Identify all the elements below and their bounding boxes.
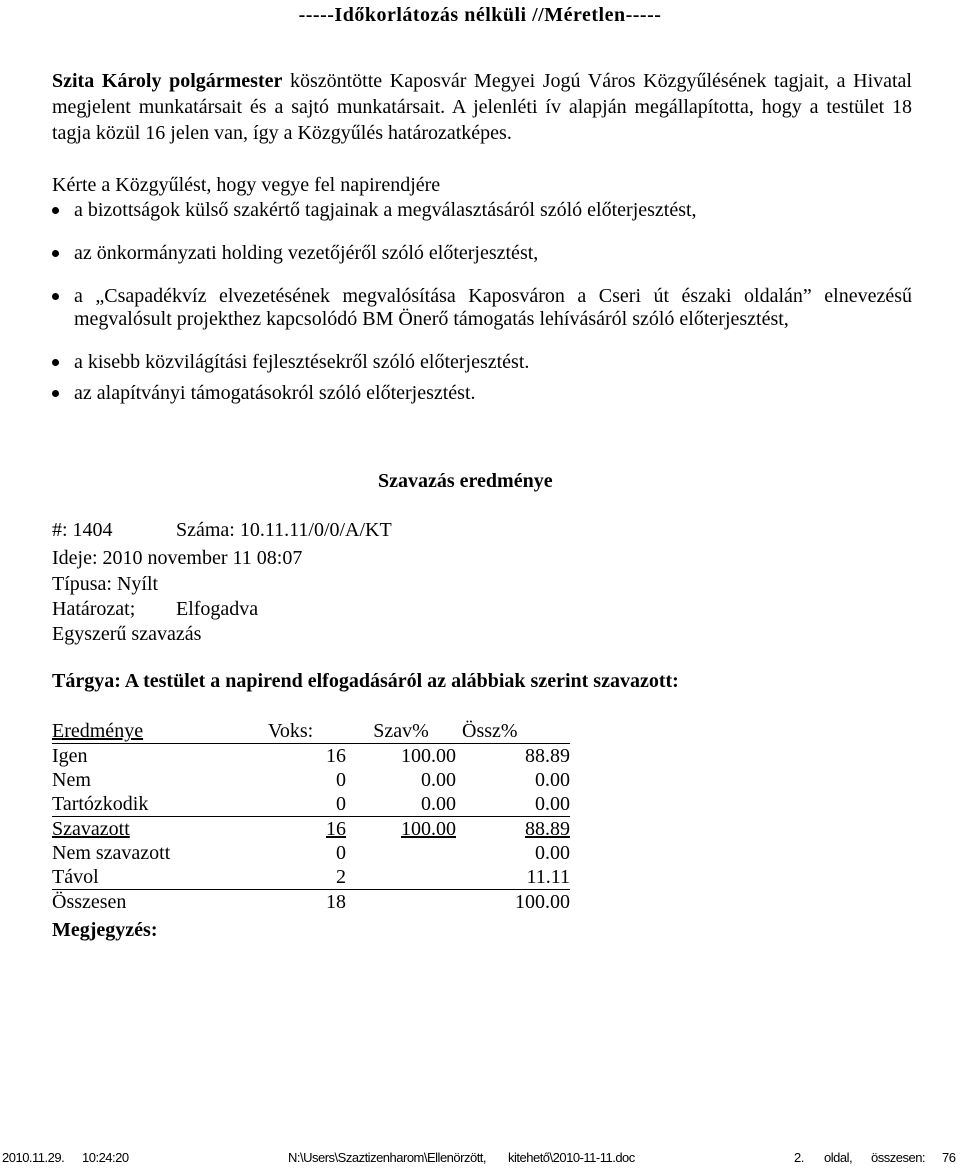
- table-row: Igen 16 100.00 88.89: [52, 745, 570, 767]
- bullet-icon: [52, 359, 59, 366]
- footer-total: 76: [942, 1150, 956, 1165]
- bullet-icon: [52, 293, 59, 300]
- agenda-item: a kisebb közvilágítási fejlesztésekről szóló előterjesztést.: [52, 351, 912, 373]
- footer-file: kitehető\2010-11-11.doc: [508, 1150, 635, 1165]
- table-row: Nem 0 0.00 0.00: [52, 769, 570, 791]
- table-row: Összesen 18 100.00: [52, 891, 570, 913]
- bullet-icon: [52, 390, 59, 397]
- table-row: Nem szavazott 0 0.00: [52, 842, 570, 864]
- vote-type: Típusa: Nyílt: [52, 573, 159, 595]
- agenda-request: Kérte a Közgyűlést, hogy vegye fel napirendjére: [52, 174, 441, 196]
- vote-number: #: 1404: [52, 519, 113, 541]
- intro-paragraph: [52, 68, 912, 146]
- column-header: Össz%: [456, 719, 570, 744]
- vote-time: Ideje: 2010 november 11 08:07: [52, 547, 303, 569]
- agenda-item: az alapítványi támogatásokról szóló előterjesztést.: [52, 382, 912, 404]
- footer-page-number: 2.: [794, 1150, 804, 1165]
- vote-heading: Szavazás eredménye: [378, 470, 553, 492]
- column-header: Eredménye: [52, 719, 268, 744]
- page-header-title: -----Időkorlátozás nélküli //Méretlen-----: [298, 4, 662, 26]
- speaker-name: Szita Károly polgármester: [52, 70, 283, 92]
- vote-mode: Egyszerű szavazás: [52, 623, 202, 645]
- vote-decision-label: Határozat;: [52, 598, 136, 620]
- column-header: Szav%: [346, 719, 456, 744]
- footer-date: 2010.11.29.: [2, 1150, 65, 1165]
- table-row: Tartózkodik 0 0.00 0.00: [52, 793, 570, 815]
- bullet-icon: [52, 207, 59, 214]
- agenda-item: a „Csapadékvíz elvezetésének megvalósítása Kaposváron a Cseri út északi oldalán” elnevezésű megvalósult projekthez kapcsolódó BM Önerő támogatás lehívásáról szóló előterjesztést,: [52, 285, 912, 331]
- footer-total-label: összesen:: [871, 1150, 926, 1165]
- vote-decision-value: Elfogadva: [176, 598, 259, 620]
- agenda-item: a bizottságok külső szakértő tagjainak a megválasztásáról szóló előterjesztést,: [52, 199, 912, 221]
- note-label: Megjegyzés:: [52, 919, 158, 941]
- vote-decision-line: [52, 597, 258, 621]
- vote-number-line: [52, 518, 392, 542]
- agenda-item: az önkormányzati holding vezetőjéről szóló előterjesztést,: [52, 242, 912, 264]
- footer-time: 10:24:20: [82, 1150, 129, 1165]
- footer-path: N:\Users\Szaztizenharom\Ellenörzött,: [288, 1150, 487, 1165]
- table-row: Távol 2 11.11: [52, 866, 570, 888]
- column-header: Voks:: [268, 719, 346, 744]
- table-header-row: [52, 719, 570, 744]
- intro-text: köszöntötte Kaposvár Megyei Jogú Város Közgyűlésének tagjait, a Hivatal megjelent munkatársait és a sajtó munkatársait. A jelenléti ív alapján megállapította, hogy a testület 18 tagja közül 16 jelen van, így a Közgyűlés határozatképes.: [52, 70, 912, 144]
- vote-reference: Száma: 10.11.11/0/0/A/KT: [176, 519, 392, 541]
- agenda-list: [52, 197, 912, 404]
- vote-subject: Tárgya: A testület a napirend elfogadásáról az alábbiak szerint szavazott:: [52, 670, 679, 692]
- vote-results-table: [52, 719, 570, 914]
- page-footer: [0, 1150, 960, 1170]
- table-row: Szavazott 16 100.00 88.89: [52, 818, 570, 840]
- bullet-icon: [52, 250, 59, 257]
- footer-page-label: oldal,: [824, 1150, 853, 1165]
